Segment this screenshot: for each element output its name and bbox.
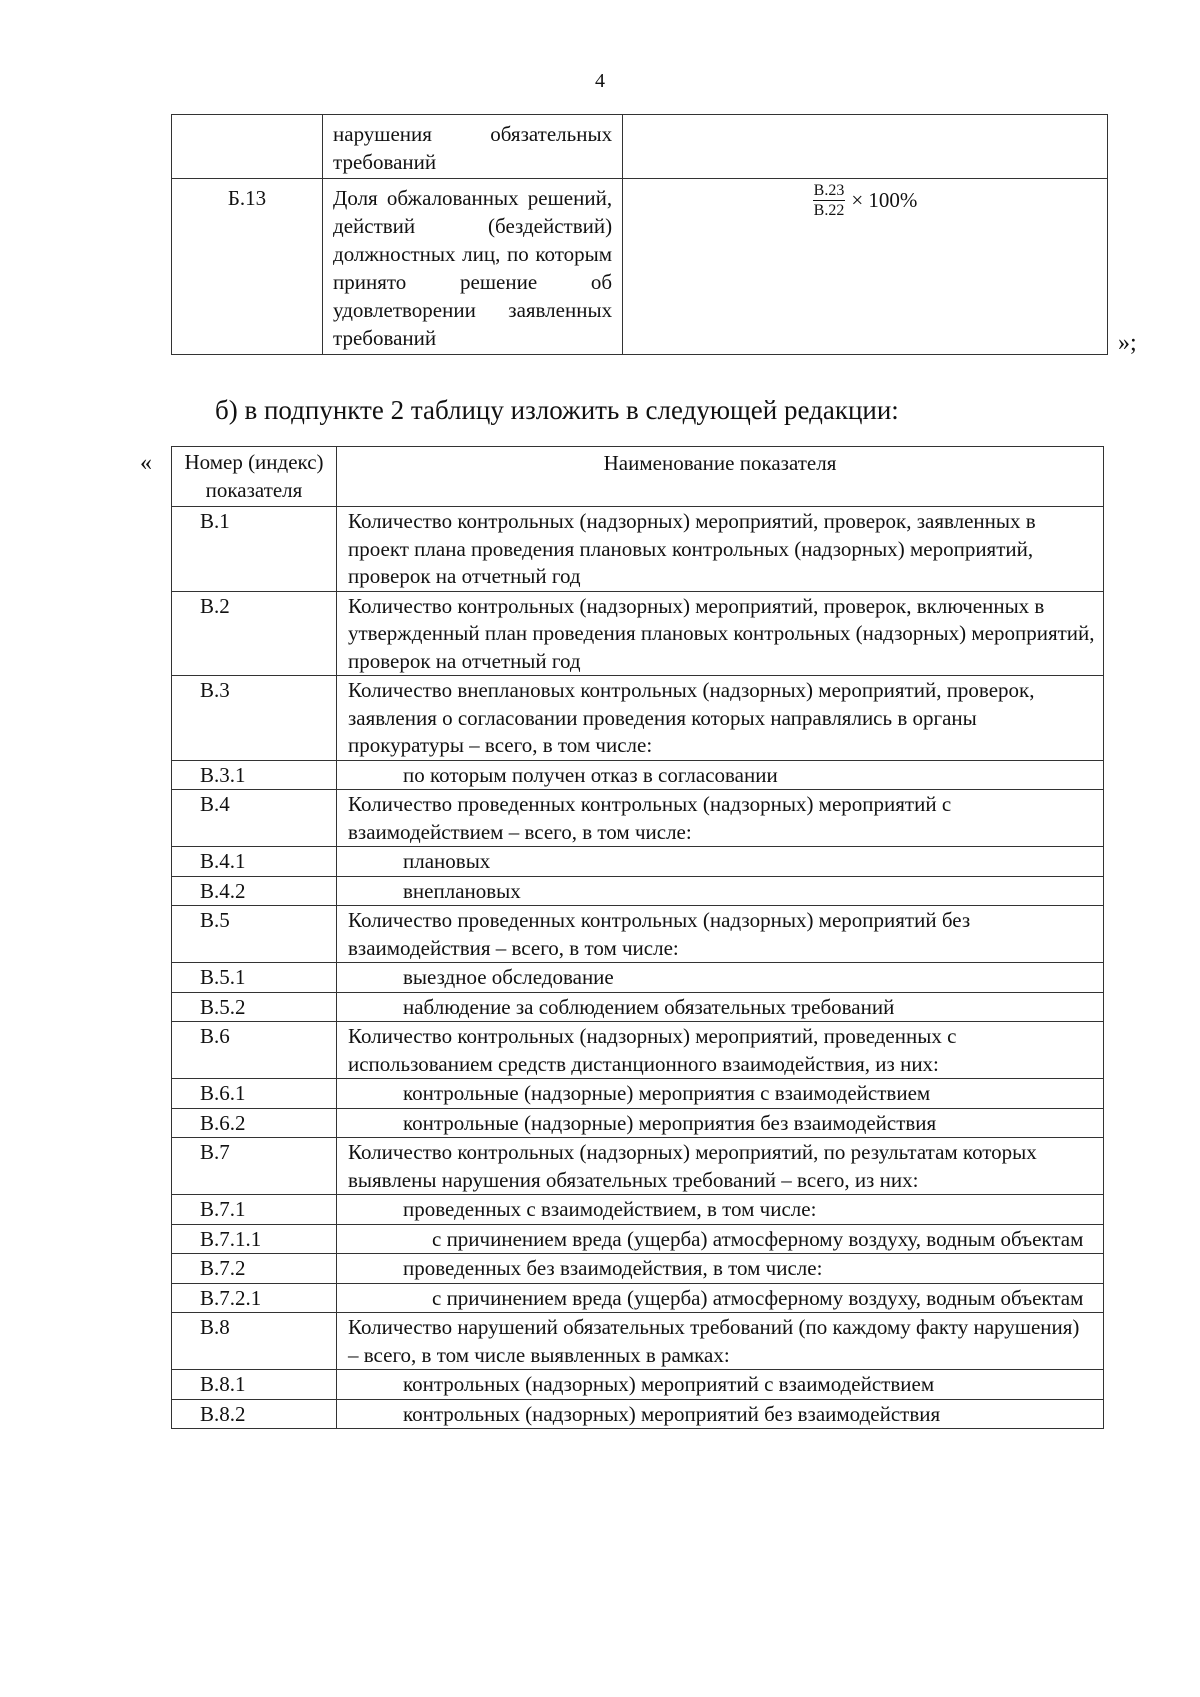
formula xyxy=(633,180,1097,220)
indicator-name-cell: контрольные (надзорные) мероприятия с взаимодействием xyxy=(337,1079,1104,1109)
table-row xyxy=(172,1313,1104,1370)
page-number: 4 xyxy=(595,70,605,92)
table-row xyxy=(172,1195,1104,1225)
indicator-code-cell: В.8 xyxy=(172,1313,337,1370)
indicator-code-cell: В.6 xyxy=(172,1022,337,1079)
table-row xyxy=(172,876,1104,906)
table-row xyxy=(172,1022,1104,1079)
indicator-name-cell: плановых xyxy=(337,847,1104,877)
table-row xyxy=(172,790,1104,847)
indicator-code-cell: Б.13 xyxy=(172,179,323,355)
indicator-name-cell: контрольных (надзорных) мероприятий с взаимодействием xyxy=(337,1370,1104,1400)
table-row xyxy=(172,507,1104,592)
indicator-name-cell: проведенных без взаимодействия, в том числе: xyxy=(337,1254,1104,1284)
table-row xyxy=(172,591,1104,676)
table-row xyxy=(172,1283,1104,1313)
indicator-table xyxy=(171,446,1104,1429)
table-row xyxy=(172,179,1108,355)
table-row xyxy=(172,760,1104,790)
indicator-name-cell: Количество внеплановых контрольных (надзорных) мероприятий, проверок, заявления о согласовании проведения которых направлялись в органы прокуратуры – всего, в том числе: xyxy=(337,676,1104,761)
indicator-name-cell: Количество контрольных (надзорных) мероприятий, проверок, включенных в утвержденный план проведения плановых контрольных (надзорных) мероприятий, проверок на отчетный год xyxy=(337,591,1104,676)
indicator-name-cell: Количество контрольных (надзорных) мероприятий, проведенных с использованием средств дистанционного взаимодействия, из них: xyxy=(337,1022,1104,1079)
indicator-code-cell: В.6.2 xyxy=(172,1108,337,1138)
table-row xyxy=(172,992,1104,1022)
amendment-paragraph: б) в подпункте 2 таблицу изложить в следующей редакции: xyxy=(215,395,899,425)
header-index-cell: Номер (индекс) показателя xyxy=(172,447,337,507)
table-row xyxy=(172,1224,1104,1254)
indicator-code-cell: В.3.1 xyxy=(172,760,337,790)
indicator-name-cell: с причинением вреда (ущерба) атмосферному воздуху, водным объектам xyxy=(337,1224,1104,1254)
indicator-name-cell: выездное обследование xyxy=(337,963,1104,993)
indicator-name-cell: с причинением вреда (ущерба) атмосферному воздуху, водным объектам xyxy=(337,1283,1104,1313)
indicator-name-cell: Количество контрольных (надзорных) мероприятий, по результатам которых выявлены нарушения обязательных требований – всего, из них: xyxy=(337,1138,1104,1195)
table-row xyxy=(172,1370,1104,1400)
closing-quote: »; xyxy=(1118,330,1137,356)
indicator-name-cell: Количество проведенных контрольных (надзорных) мероприятий без взаимодействия – всего, в том числе: xyxy=(337,906,1104,963)
fraction xyxy=(813,181,846,220)
formula-multiplier: × 100% xyxy=(851,188,918,212)
table-row xyxy=(172,847,1104,877)
header-name-cell: Наименование показателя xyxy=(337,447,1104,507)
indicator-code-cell: В.7 xyxy=(172,1138,337,1195)
indicator-code-cell: В.8.1 xyxy=(172,1370,337,1400)
table-row xyxy=(172,1254,1104,1284)
indicator-code-cell: В.3 xyxy=(172,676,337,761)
indicator-name-cell: контрольных (надзорных) мероприятий без взаимодействия xyxy=(337,1399,1104,1429)
indicator-code-cell: В.2 xyxy=(172,591,337,676)
table-row xyxy=(172,1079,1104,1109)
indicator-code-cell: В.7.2.1 xyxy=(172,1283,337,1313)
indicator-name-cell: Количество проведенных контрольных (надзорных) мероприятий с взаимодействием – всего, в том числе: xyxy=(337,790,1104,847)
fraction-numerator: В.23 xyxy=(813,181,845,199)
formula-cell xyxy=(623,179,1108,355)
indicator-table-continuation xyxy=(171,114,1108,355)
indicator-code-cell xyxy=(172,115,323,179)
indicator-name-cell: нарушения обязательных требований xyxy=(323,115,623,179)
indicator-code-cell: В.8.2 xyxy=(172,1399,337,1429)
indicator-code-cell: В.7.1 xyxy=(172,1195,337,1225)
indicator-code-cell: В.7.1.1 xyxy=(172,1224,337,1254)
table-row xyxy=(172,1108,1104,1138)
indicator-name-cell: Количество контрольных (надзорных) мероприятий, проверок, заявленных в проект плана проведения плановых контрольных (надзорных) мероприятий, проверок на отчетный год xyxy=(337,507,1104,592)
indicator-code-cell: В.1 xyxy=(172,507,337,592)
indicator-code-cell: В.4 xyxy=(172,790,337,847)
table-row xyxy=(172,676,1104,761)
indicator-code-cell: В.5.2 xyxy=(172,992,337,1022)
table-row xyxy=(172,115,1108,179)
indicator-code-cell: В.4.2 xyxy=(172,876,337,906)
indicator-code-cell: В.7.2 xyxy=(172,1254,337,1284)
indicator-name-cell: внеплановых xyxy=(337,876,1104,906)
indicator-code-cell: В.4.1 xyxy=(172,847,337,877)
indicator-name-cell: наблюдение за соблюдением обязательных требований xyxy=(337,992,1104,1022)
fraction-denominator: В.22 xyxy=(813,201,845,219)
indicator-name-cell: контрольные (надзорные) мероприятия без взаимодействия xyxy=(337,1108,1104,1138)
indicator-name-cell: Количество нарушений обязательных требований (по каждому факту нарушения) – всего, в том числе выявленных в рамках: xyxy=(337,1313,1104,1370)
table-header-row xyxy=(172,447,1104,507)
table-row xyxy=(172,1399,1104,1429)
table-row xyxy=(172,906,1104,963)
table-row xyxy=(172,1138,1104,1195)
table-row xyxy=(172,963,1104,993)
formula-cell xyxy=(623,115,1108,179)
indicator-code-cell: В.5 xyxy=(172,906,337,963)
opening-quote: « xyxy=(140,450,152,476)
indicator-name-cell: проведенных с взаимодействием, в том числе: xyxy=(337,1195,1104,1225)
indicator-name-cell: Доля обжалованных решений, действий (бездействий) должностных лиц, по которым принято решение об удовлетворении заявленных требований xyxy=(323,179,623,355)
indicator-code-cell: В.5.1 xyxy=(172,963,337,993)
indicator-name-cell: по которым получен отказ в согласовании xyxy=(337,760,1104,790)
indicator-code-cell: В.6.1 xyxy=(172,1079,337,1109)
